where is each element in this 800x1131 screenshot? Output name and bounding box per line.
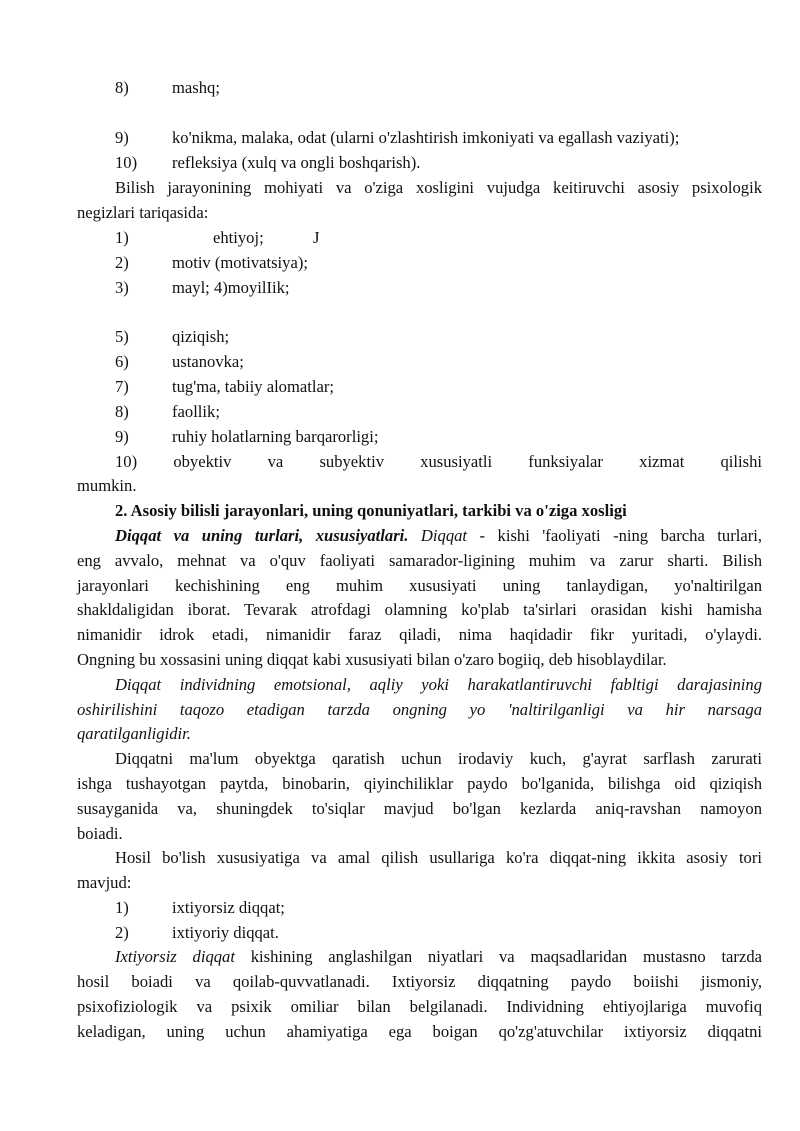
paragraph-line xyxy=(115,524,762,549)
line-rest: kishining anglashilgan niyatlari va maqsadlaridan mustasno tarzda xyxy=(250,947,762,966)
paragraph-line: susayganida va, shuningdek to'siqlar mavjud bo'lgan kezlarda aniq-ravshan namoyon xyxy=(77,799,762,818)
paragraph-line: nimanidir idrok etadi, nimanidir faraz qiladi, nima haqidadir fikr yuritadi, o'ylaydi. xyxy=(77,625,762,644)
list-text: faollik; xyxy=(172,402,220,421)
stray-mark: J xyxy=(313,228,320,247)
list-text: mashq; xyxy=(172,78,220,97)
list-number: 7) xyxy=(115,377,129,396)
list-number: 9) xyxy=(115,427,129,446)
paragraph-line: Diqqatni ma'lum obyektga qaratish uchun irodaviy kuch, g'ayrat sarflash zarurati xyxy=(115,749,762,768)
list-number: 1) xyxy=(115,228,129,247)
list-text: motiv (motivatsiya); xyxy=(172,253,308,272)
paragraph-line: boiadi. xyxy=(77,824,123,843)
paragraph-line: shakldaligidan iborat. Tevarak atrofdagi olamning ko'plab ta'sirlari orasidan kishi hamisha xyxy=(77,600,762,619)
definition-line: oshirilishini taqozo etadigan tarzda ongning yo 'naltirilganligi va hir narsaga xyxy=(77,700,762,719)
paragraph-line: keladigan, uning uchun ahamiyatiga ega boigan qo'zg'atuvchilar ixtiyorsiz diqqatni xyxy=(77,1022,762,1041)
list-number: 5) xyxy=(115,327,129,346)
list-text: ko'nikma, malaka, odat (ularni o'zlashtirish imkoniyati va egallash vaziyati); xyxy=(172,128,680,147)
paragraph-line: mavjud: xyxy=(77,873,132,892)
paragraph-line: hosil boiadi va qoilab-quvvatlanadi. Ixtiyorsiz diqqatning paydo boiishi jismoniy, xyxy=(77,972,762,991)
line-rest: - kishi 'faoliyati -ning barcha turlari, xyxy=(479,526,762,545)
list-text: tug'ma, tabiiy alomatlar; xyxy=(172,377,334,396)
paragraph-line xyxy=(115,945,762,970)
paragraph-line: mumkin. xyxy=(77,476,137,495)
list-text: refleksiya (xulq va ongli boshqarish). xyxy=(172,153,421,172)
list-number: 1) xyxy=(115,898,129,917)
paragraph-line: Ongning bu xossasini uning diqqat kabi xususiyati bilan o'zaro bogiiq, deb hisoblaydilar. xyxy=(77,650,667,669)
lead-italic: Diqqat xyxy=(420,526,468,545)
lead-bold-italic: Diqqat va uning turlari, xususiyatlari. xyxy=(115,526,409,545)
list-number: 8) xyxy=(115,78,129,97)
list-number: 6) xyxy=(115,352,129,371)
paragraph-line: psixofiziologik va psixik omiliar bilan belgilanadi. Individning ehtiyojlariga muvofiq xyxy=(77,997,762,1016)
list-item-justified: 10) obyektiv va subyektiv xususiyatli funksiyalar xizmat qilishi xyxy=(115,452,762,471)
definition-line: Diqqat individning emotsional, aqliy yoki harakatlantiruvchi fabltigi darajasining xyxy=(115,675,762,694)
list-text: ruhiy holatlarning barqarorligi; xyxy=(172,427,379,446)
paragraph-line: Bilish jarayonining mohiyati va o'ziga xosligini vujudga keitiruvchi asosiy psixologik xyxy=(115,178,762,197)
paragraph-line: jarayonlari kechishining eng muhim xususiyati uning tanlaydigan, yo'naltirilgan xyxy=(77,576,762,595)
list-text: ustanovka; xyxy=(172,352,244,371)
list-number: 2) xyxy=(115,253,129,272)
list-text: mayl; 4)moyilIik; xyxy=(172,278,290,297)
paragraph-line: ishga tushayotgan paytda, binobarin, qiyinchiliklar paydo bo'lganida, bilishga oid qiziqish xyxy=(77,774,762,793)
paragraph-line: Hosil bo'lish xususiyatiga va amal qilish usullariga ko'ra diqqat-ning ikkita asosiy tori xyxy=(115,848,762,867)
definition-line: qaratilganligidir. xyxy=(77,724,191,743)
paragraph-line: eng avvalo, mehnat va o'quv faoliyati samarador-ligining muhim va zarur sharti. Bilish xyxy=(77,551,762,570)
list-number: 8) xyxy=(115,402,129,421)
list-text: qiziqish; xyxy=(172,327,230,346)
list-number: 10) xyxy=(115,153,138,172)
list-number: 3) xyxy=(115,278,129,297)
list-text: ixtiyoriy diqqat. xyxy=(172,923,279,942)
section-heading: 2. Asosiy bilisli jarayonlari, uning qonuniyatlari, tarkibi va o'ziga xosligi xyxy=(115,501,627,520)
paragraph-line: negizlari tariqasida: xyxy=(77,203,209,222)
list-number: 9) xyxy=(115,128,129,147)
lead-italic: Ixtiyorsiz diqqat xyxy=(115,947,235,966)
list-number: 2) xyxy=(115,923,129,942)
list-text: ixtiyorsiz diqqat; xyxy=(172,898,285,917)
list-text: ehtiyoj; xyxy=(213,228,264,247)
